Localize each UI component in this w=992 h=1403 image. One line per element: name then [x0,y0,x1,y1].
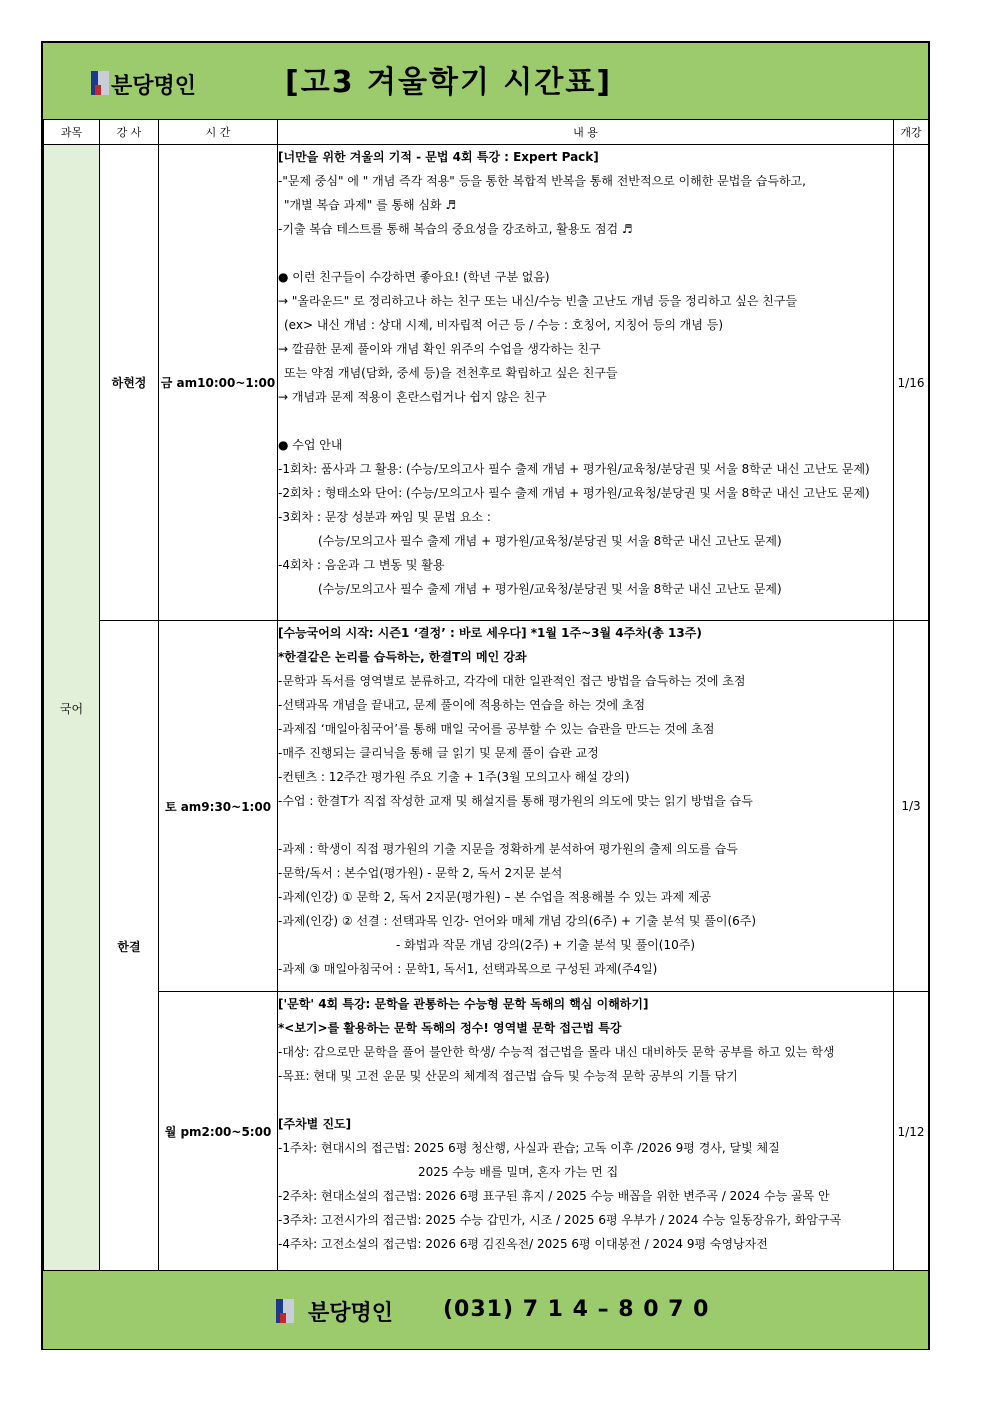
content-line: -1주차: 현대시의 접근법: 2025 6평 청산행, 사실과 관습; 고독 이후 /2026 9평 경사, 달빛 체질 [278,1141,780,1155]
content-cell [278,621,894,992]
content-line: (수능/모의고사 필수 출제 개념 + 평가원/교육청/분당권 및 서울 8학군 내신 고난도 문제) [318,534,782,548]
content-line: *<보기>를 활용하는 문학 독해의 정수! 영역별 문학 접근법 특강 [278,1021,622,1035]
content-line: (ex> 내신 개념 : 상대 시제, 비자립적 어근 등 / 수능 : 호칭어, 지칭어 등의 개념 등) [284,318,724,332]
open-date-cell: 1/16 [894,145,929,621]
schedule-table [43,119,929,1272]
content-line: -대상: 감으로만 문학을 풀어 불안한 학생/ 수능적 접근법을 몰라 내신 대비하듯 문학 공부를 하고 있는 학생 [278,1045,835,1059]
content-line: -과제집 ‘매일아침국어’를 통해 매일 국어를 공부할 수 있는 습관을 만드는 것에 초점 [278,722,715,736]
course-title: [너만을 위한 겨울의 기적 - 문법 4회 특강 : Expert Pack] [278,150,599,164]
content-line: [주차별 진도] [278,1117,352,1131]
academy-logo-icon [276,1299,294,1323]
course-title: [수능국어의 시작: 시즌1 ‘결정’ : 바로 세우다] *1월 1주~3월 4주차(총 13주) [278,626,702,640]
table-header-row [44,120,929,145]
content-line: → 개념과 문제 적용이 혼란스럽거나 쉽지 않은 친구 [278,390,547,404]
col-subject: 과목 [44,120,100,145]
content-line: -과제 : 학생이 직접 평가원의 기출 지문을 정확하게 분석하여 평가원의 출제 의도를 습득 [278,842,738,856]
teacher-cell: 한결 [100,621,159,1272]
content-line: (수능/모의고사 필수 출제 개념 + 평가원/교육청/분당권 및 서울 8학군 내신 고난도 문제) [318,582,782,596]
teacher-cell: 하현정 [100,145,159,621]
content-line: ● 이런 친구들이 수강하면 좋아요! (학년 구분 없음) [278,270,550,284]
timetable-frame [41,41,930,1350]
phone-number: (031) 7 1 4 – 8 0 7 0 [443,1297,710,1322]
open-date-cell: 1/3 [894,621,929,992]
content-line: -기출 복습 테스트를 통해 복습의 중요성을 강조하고, 활용도 점검 ♬ [278,222,633,236]
header-bar [43,43,928,120]
col-open: 개강 [894,120,929,145]
content-line: -문학/독서 : 본수업(평가원) - 문학 2, 독서 2지문 분석 [278,866,563,880]
table-row [44,145,929,621]
content-line: 2025 수능 배를 밀며, 혼자 가는 먼 집 [418,1165,619,1179]
content-line: -과제(인강) ① 문학 2, 독서 2지문(평가원) – 본 수업을 적용해볼 수 있는 과제 제공 [278,890,712,904]
content-line: -선택과목 개념을 끝내고, 문제 풀이에 적용하는 연습을 하는 것에 초점 [278,698,646,712]
content-line: 또는 약점 개념(담화, 중세 등)을 전천후로 확립하고 싶은 친구들 [284,366,618,380]
table-row [44,992,929,1272]
content-line: -과제 ③ 매일아침국어 : 문학1, 독서1, 선택과목으로 구성된 과제(주4일) [278,962,658,976]
content-line: -컨텐츠 : 12주간 평가원 주요 기출 + 1주(3월 모의고사 해설 강의) [278,770,630,784]
content-line: ● 수업 안내 [278,438,343,452]
content-line: -4주차: 고전소설의 접근법: 2026 6평 김진옥전/ 2025 6평 이대봉전 / 2024 9평 숙영낭자전 [278,1237,768,1251]
table-row [44,621,929,992]
time-cell: 토 am9:30~1:00 [159,621,278,992]
header-brand: 분당명인 [111,74,197,99]
time-cell: 금 am10:00~1:00 [159,145,278,621]
content-line: "개별 복습 과제" 를 통해 심화 ♬ [284,198,457,212]
col-time: 시 간 [159,120,278,145]
page-title: [고3 겨울학기 시간표] [285,65,613,100]
time-cell: 월 pm2:00~5:00 [159,992,278,1272]
content-line: -매주 진행되는 클리닉을 통해 글 읽기 및 문제 풀이 습관 교정 [278,746,599,760]
content-line: -2회차 : 형태소와 단어: (수능/모의고사 필수 출제 개념 + 평가원/교육청/분당권 및 서울 8학군 내신 고난도 문제) [278,486,870,500]
content-line: -3회차 : 문장 성분과 짜임 및 문법 요소 : [278,510,491,524]
subject-cell: 국어 [44,145,100,1272]
content-cell [278,145,894,621]
content-line: -4회차 : 음운과 그 변동 및 활용 [278,558,445,572]
content-line: → "올라운드" 로 정리하고나 하는 친구 또는 내신/수능 빈출 고난도 개념 등을 정리하고 싶은 친구들 [278,294,798,308]
content-line: - 화법과 작문 개념 강의(2주) + 기출 분석 및 풀이(10주) [396,938,696,952]
content-line: -2주차: 현대소설의 접근법: 2026 6평 표구된 휴지 / 2025 수능 배꼽을 위한 변주곡 / 2024 수능 골목 안 [278,1189,830,1203]
academy-logo-icon [91,71,109,95]
footer-bar [43,1270,928,1349]
col-teacher: 강 사 [100,120,159,145]
open-date-cell: 1/12 [894,992,929,1272]
content-line: *한결같은 논리를 습득하는, 한결T의 메인 강좌 [278,650,527,664]
content-cell [278,992,894,1272]
content-line: -목표: 현대 및 고전 운문 및 산문의 체계적 접근법 습득 및 수능적 문학 공부의 기틀 닦기 [278,1069,738,1083]
content-line: → 깔끔한 문제 풀이와 개념 확인 위주의 수업을 생각하는 친구 [278,342,601,356]
content-line: -"문제 중심" 에 " 개념 즉각 적용" 등을 통한 복합적 반복을 통해 전반적으로 이해한 문법을 습득하고, [278,174,806,188]
content-line: -3주차: 고전시가의 접근법: 2025 수능 갑민가, 시조 / 2025 6평 우부가 / 2024 수능 일동장유가, 화암구곡 [278,1213,842,1227]
content-line: -수업 : 한결T가 직접 작성한 교재 및 해설지를 통해 평가원의 의도에 맞는 읽기 방법을 습득 [278,794,753,808]
col-content: 내 용 [278,120,894,145]
footer-brand: 분당명인 [308,1301,394,1326]
content-line: -1회차: 품사과 그 활용: (수능/모의고사 필수 출제 개념 + 평가원/교육청/분당권 및 서울 8학군 내신 고난도 문제) [278,462,870,476]
content-line: -과제(인강) ② 선결 : 선택과목 인강- 언어와 매체 개념 강의(6주) + 기출 분석 및 풀이(6주) [278,914,757,928]
course-title: ['문학' 4회 특강: 문학을 관통하는 수능형 문학 독해의 핵심 이해하기] [278,997,649,1011]
content-line: -문학과 독서를 영역별로 분류하고, 각각에 대한 일관적인 접근 방법을 습득하는 것에 초점 [278,674,746,688]
